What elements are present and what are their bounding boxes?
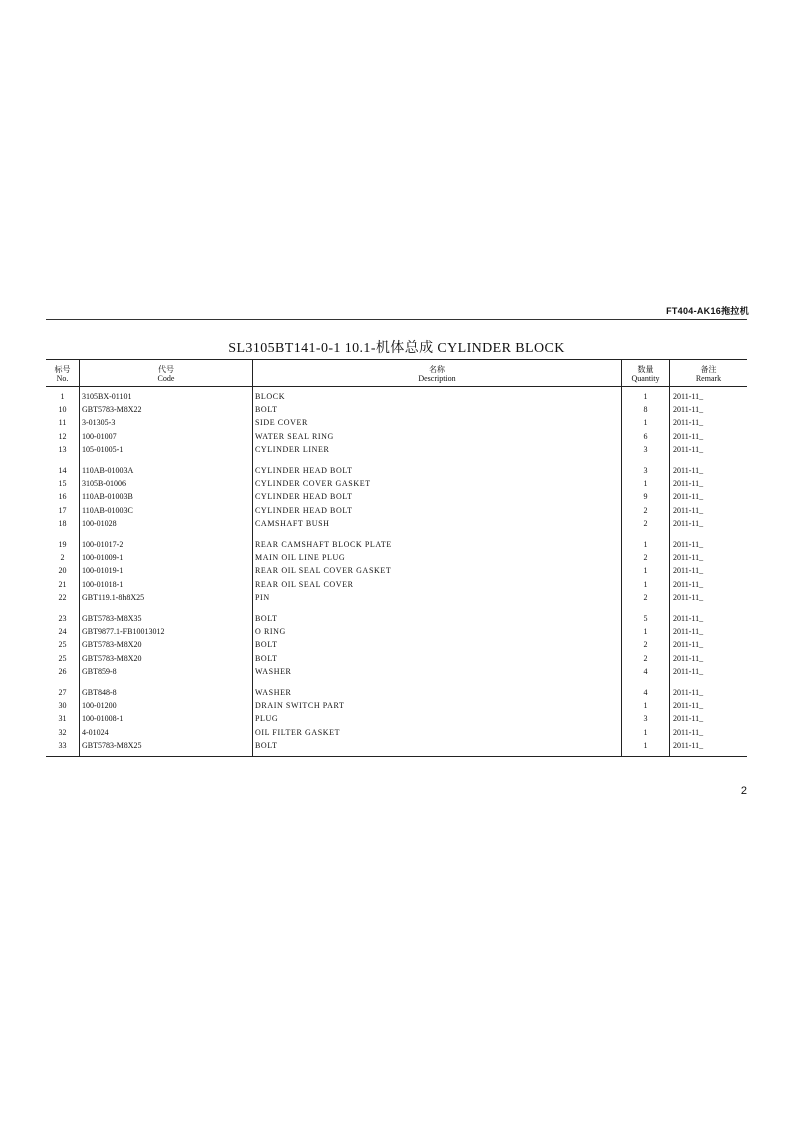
column-header-description-en: Description: [418, 374, 456, 383]
column-header-code-zh: 代号: [158, 365, 174, 374]
part-remark-cell: 2011-11_: [673, 688, 704, 698]
part-code-cell: 100-01019-1: [80, 564, 253, 577]
part-remark-cell: 2011-11_: [673, 431, 704, 441]
table-row: [46, 517, 747, 530]
part-number-cell: 12: [46, 430, 80, 443]
part-code-cell: 110AB-01003A: [80, 456, 253, 477]
part-code-cell: GBT5783-M8X20: [80, 638, 253, 651]
part-code-cell: 3105BX-01101: [80, 387, 253, 404]
part-code-cell: GBT9877.1-FB10013012: [80, 625, 253, 638]
part-code-cell: 3-01305-3: [80, 416, 253, 429]
part-number-cell: 18: [46, 517, 80, 530]
part-code-cell: GBT5783-M8X35: [80, 604, 253, 625]
part-number-cell: 21: [46, 578, 80, 591]
part-remark-cell: 2011-11_: [673, 479, 704, 489]
table-row: [46, 430, 747, 443]
part-description-cell: CYLINDER LINER: [253, 443, 622, 456]
part-remark-cell: 2011-11_: [673, 666, 704, 676]
page-number: 2: [740, 785, 747, 797]
part-remark-cell: 2011-11_: [673, 518, 704, 528]
part-number-cell: 23: [46, 604, 80, 625]
part-number-cell: 25: [46, 652, 80, 665]
part-remark-cell: 2011-11_: [673, 579, 704, 589]
part-remark-cell: 2011-11_: [673, 553, 704, 563]
part-quantity-cell: 1: [622, 387, 670, 404]
part-code-cell: GBT848-8: [80, 678, 253, 699]
part-quantity-cell: 1: [622, 416, 670, 429]
part-description-cell: OIL FILTER GASKET: [253, 726, 622, 739]
part-description-cell: O RING: [253, 625, 622, 638]
part-description-cell: CAMSHAFT BUSH: [253, 517, 622, 530]
column-header-quantity-zh: 数量: [637, 365, 654, 374]
part-quantity-cell: 1: [622, 564, 670, 577]
part-description-cell: REAR OIL SEAL COVER GASKET: [253, 564, 622, 577]
part-remark-cell: 2011-11_: [673, 492, 704, 502]
table-row: [46, 699, 747, 712]
table-row: [46, 591, 747, 604]
part-description-cell: BOLT: [253, 652, 622, 665]
table-row: [46, 477, 747, 490]
part-remark-cell: 2011-11_: [673, 740, 704, 750]
part-description-cell: CYLINDER HEAD BOLT: [253, 456, 622, 477]
part-quantity-cell: 1: [622, 625, 670, 638]
part-quantity-cell: 1: [622, 477, 670, 490]
part-number-cell: 26: [46, 665, 80, 678]
part-quantity-cell: 5: [622, 604, 670, 625]
part-description-cell: DRAIN SWITCH PART: [253, 699, 622, 712]
table-row: [46, 665, 747, 678]
part-code-cell: 100-01018-1: [80, 578, 253, 591]
column-header-remark: [670, 360, 748, 387]
part-code-cell: 3105B-01006: [80, 477, 253, 490]
table-row: [46, 739, 747, 757]
column-header-no-en: No.: [56, 374, 69, 383]
part-code-cell: 100-01008-1: [80, 712, 253, 725]
part-number-cell: 24: [46, 625, 80, 638]
column-header-code: [80, 360, 253, 387]
table-row: [46, 504, 747, 517]
part-code-cell: GBT5783-M8X20: [80, 652, 253, 665]
part-description-cell: BOLT: [253, 403, 622, 416]
part-quantity-cell: 1: [622, 726, 670, 739]
part-remark-cell: 2011-11_: [673, 444, 704, 454]
table-row: [46, 551, 747, 564]
part-number-cell: 32: [46, 726, 80, 739]
part-remark-cell: 2011-11_: [673, 714, 704, 724]
part-number-cell: 1: [46, 387, 80, 404]
part-remark-cell: 2011-11_: [673, 701, 704, 711]
part-remark-cell: 2011-11_: [673, 540, 704, 550]
table-row: [46, 530, 747, 551]
part-quantity-cell: 4: [622, 678, 670, 699]
part-quantity-cell: 4: [622, 665, 670, 678]
table-row: [46, 625, 747, 638]
part-remark-cell: 2011-11_: [673, 505, 704, 515]
part-remark-cell: 2011-11_: [673, 466, 704, 476]
table-row: [46, 456, 747, 477]
part-quantity-cell: 1: [622, 699, 670, 712]
part-code-cell: 105-01005-1: [80, 443, 253, 456]
part-quantity-cell: 2: [622, 638, 670, 651]
section-heading: SL3105BT141-0-1 10.1-机体总成 CYLINDER BLOCK: [228, 341, 565, 356]
part-remark-cell: 2011-11_: [673, 392, 704, 401]
column-header-no-zh: 标号: [54, 365, 71, 374]
column-header-remark-en: Remark: [695, 374, 722, 383]
part-description-cell: WASHER: [253, 678, 622, 699]
part-description-cell: MAIN OIL LINE PLUG: [253, 551, 622, 564]
part-quantity-cell: 2: [622, 551, 670, 564]
part-number-cell: 31: [46, 712, 80, 725]
parts-table-body: [46, 387, 747, 757]
part-code-cell: GBT5783-M8X22: [80, 403, 253, 416]
table-row: [46, 490, 747, 503]
part-number-cell: 17: [46, 504, 80, 517]
part-description-cell: BOLT: [253, 638, 622, 651]
header-rule: [46, 319, 747, 320]
part-quantity-cell: 1: [622, 530, 670, 551]
table-row: [46, 387, 747, 404]
column-header-code-en: Code: [157, 374, 175, 383]
part-code-cell: 100-01200: [80, 699, 253, 712]
part-description-cell: BLOCK: [253, 387, 622, 404]
part-number-cell: 15: [46, 477, 80, 490]
part-remark-cell: 2011-11_: [673, 566, 704, 576]
part-code-cell: 100-01007: [80, 430, 253, 443]
part-quantity-cell: 2: [622, 591, 670, 604]
column-header-description-zh: 名称: [429, 365, 445, 374]
part-code-cell: 4-01024: [80, 726, 253, 739]
part-number-cell: 13: [46, 443, 80, 456]
part-quantity-cell: 9: [622, 490, 670, 503]
part-code-cell: 100-01028: [80, 517, 253, 530]
part-description-cell: PIN: [253, 591, 622, 604]
part-code-cell: 100-01017-2: [80, 530, 253, 551]
table-row: [46, 578, 747, 591]
table-row: [46, 678, 747, 699]
table-row: [46, 443, 747, 456]
part-quantity-cell: 3: [622, 712, 670, 725]
part-number-cell: 11: [46, 416, 80, 429]
column-header-description: [253, 360, 622, 387]
table-row: [46, 416, 747, 429]
part-remark-cell: 2011-11_: [673, 653, 704, 663]
part-quantity-cell: 2: [622, 652, 670, 665]
part-number-cell: 16: [46, 490, 80, 503]
table-header-row: [46, 360, 747, 387]
part-quantity-cell: 3: [622, 443, 670, 456]
table-row: [46, 712, 747, 725]
part-description-cell: BOLT: [253, 604, 622, 625]
column-header-quantity: [622, 360, 670, 387]
part-quantity-cell: 2: [622, 504, 670, 517]
part-number-cell: 2: [46, 551, 80, 564]
part-remark-cell: 2011-11_: [673, 405, 704, 415]
part-quantity-cell: 3: [622, 456, 670, 477]
part-description-cell: CYLINDER HEAD BOLT: [253, 504, 622, 517]
table-row: [46, 564, 747, 577]
table-row: [46, 403, 747, 416]
part-number-cell: 22: [46, 591, 80, 604]
column-header-no: [46, 360, 80, 387]
part-description-cell: SIDE COVER: [253, 416, 622, 429]
part-number-cell: 30: [46, 699, 80, 712]
table-row: [46, 604, 747, 625]
part-number-cell: 10: [46, 403, 80, 416]
part-code-cell: GBT859-8: [80, 665, 253, 678]
part-code-cell: 110AB-01003C: [80, 504, 253, 517]
part-remark-cell: 2011-11_: [673, 640, 704, 650]
part-description-cell: CYLINDER HEAD BOLT: [253, 490, 622, 503]
part-remark-cell: 2011-11_: [673, 592, 704, 602]
column-header-quantity-en: Quantity: [631, 374, 660, 383]
part-quantity-cell: 8: [622, 403, 670, 416]
part-remark-cell: 2011-11_: [673, 627, 704, 637]
part-description-cell: BOLT: [253, 739, 622, 757]
part-code-cell: 110AB-01003B: [80, 490, 253, 503]
table-row: [46, 638, 747, 651]
part-code-cell: GBT119.1-8h8X25: [80, 591, 253, 604]
part-remark-cell: 2011-11_: [673, 418, 704, 428]
part-description-cell: PLUG: [253, 712, 622, 725]
part-description-cell: REAR CAMSHAFT BLOCK PLATE: [253, 530, 622, 551]
part-quantity-cell: 6: [622, 430, 670, 443]
column-header-remark-zh: 备注: [700, 365, 717, 374]
part-description-cell: WATER SEAL RING: [253, 430, 622, 443]
part-description-cell: WASHER: [253, 665, 622, 678]
part-remark-cell: 2011-11_: [673, 727, 704, 737]
table-row: [46, 652, 747, 665]
parts-table: [46, 359, 747, 757]
part-remark-cell: 2011-11_: [673, 614, 704, 624]
part-number-cell: 19: [46, 530, 80, 551]
table-row: [46, 726, 747, 739]
part-number-cell: 14: [46, 456, 80, 477]
part-number-cell: 27: [46, 678, 80, 699]
part-quantity-cell: 1: [622, 739, 670, 757]
part-number-cell: 20: [46, 564, 80, 577]
part-description-cell: REAR OIL SEAL COVER: [253, 578, 622, 591]
part-code-cell: 100-01009-1: [80, 551, 253, 564]
part-code-cell: GBT5783-M8X25: [80, 739, 253, 757]
part-quantity-cell: 2: [622, 517, 670, 530]
part-number-cell: 25: [46, 638, 80, 651]
part-quantity-cell: 1: [622, 578, 670, 591]
part-description-cell: CYLINDER COVER GASKET: [253, 477, 622, 490]
manual-title: FT404-AK16拖拉机: [666, 306, 749, 316]
part-number-cell: 33: [46, 739, 80, 757]
